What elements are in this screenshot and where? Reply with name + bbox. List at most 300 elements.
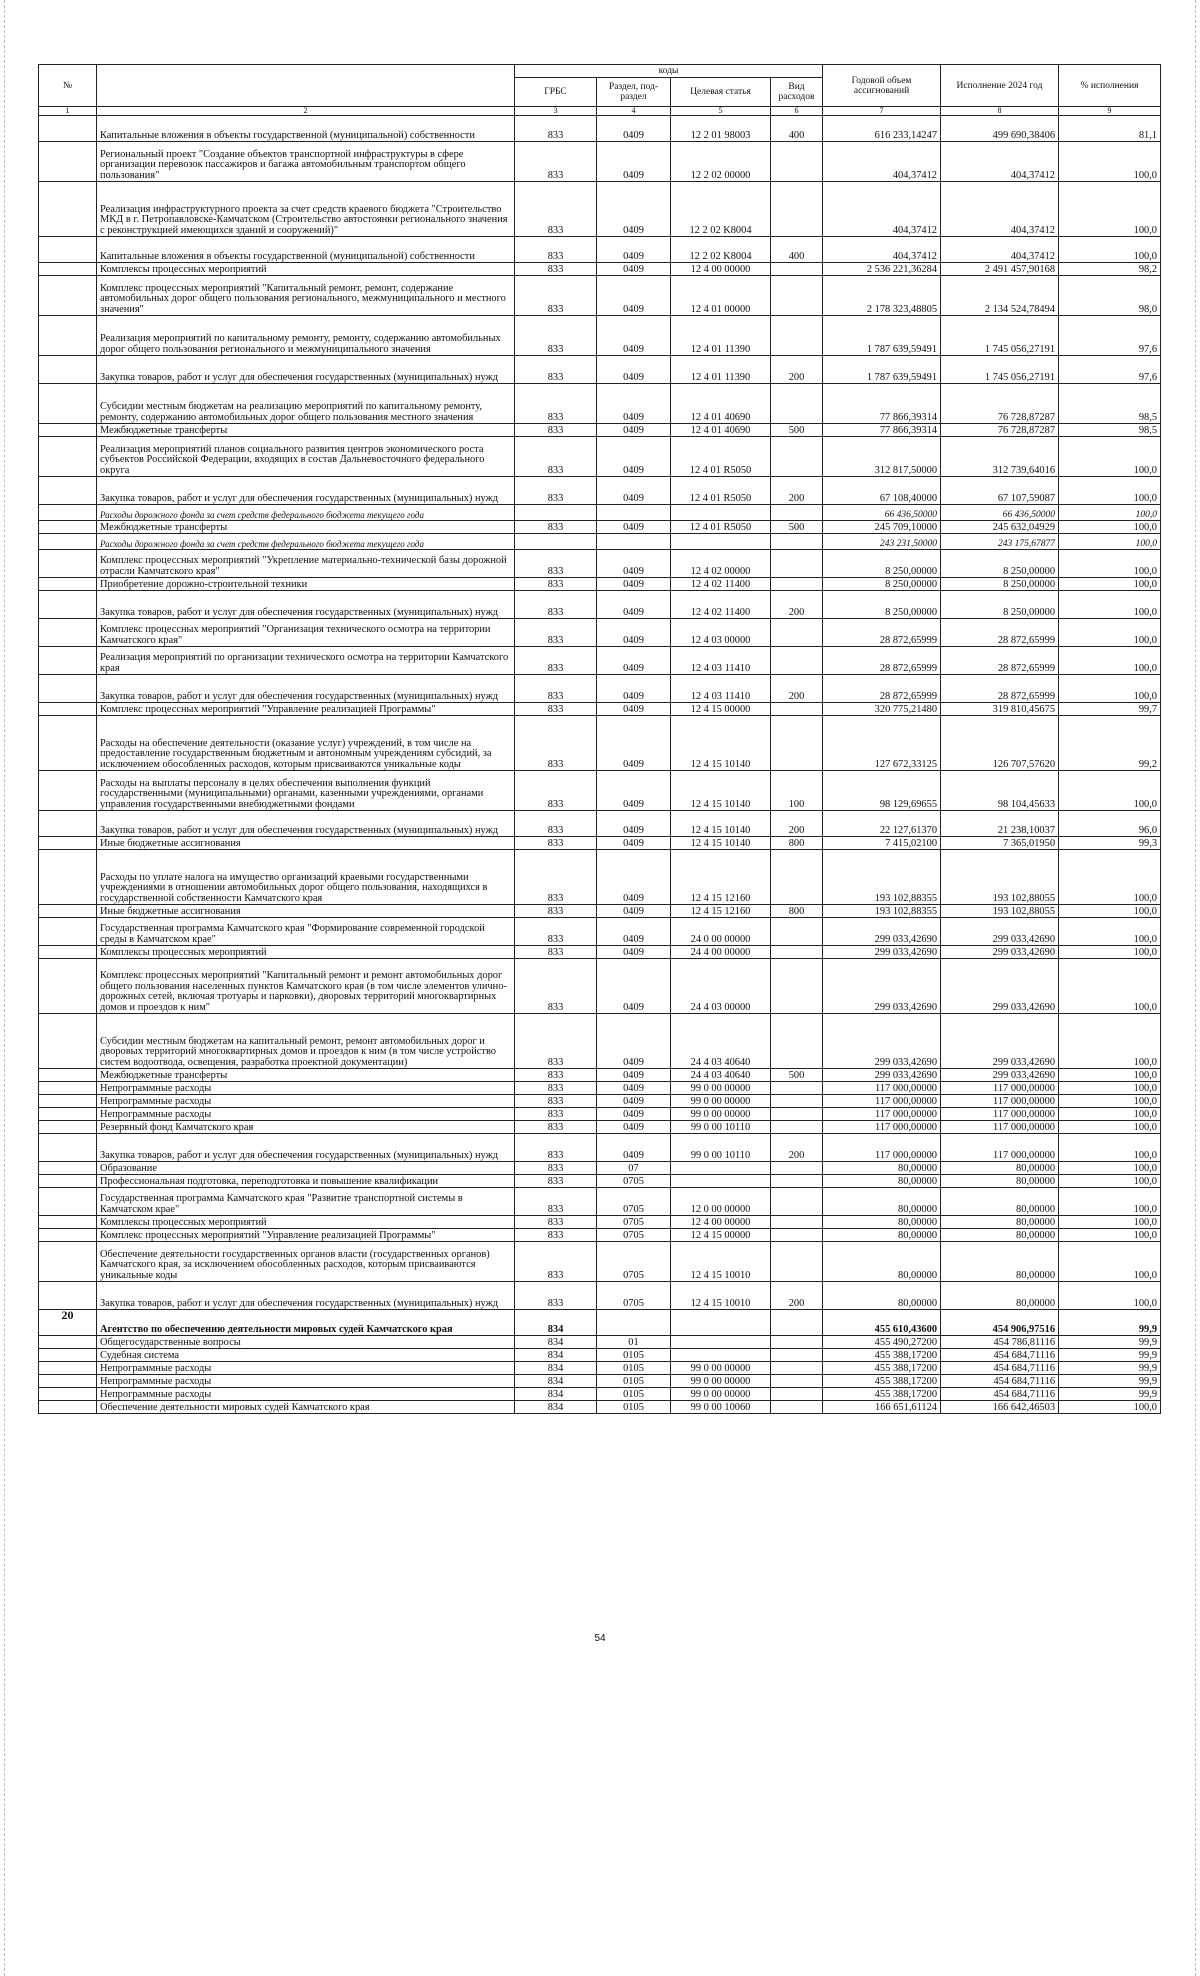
row-target-article: 12 4 01 R5050 bbox=[671, 437, 771, 477]
row-target-article: 12 4 03 00000 bbox=[671, 619, 771, 647]
row-target-article: 12 4 15 10010 bbox=[671, 1282, 771, 1310]
row-grbs: 833 bbox=[515, 837, 597, 850]
row-annual-plan: 455 388,17200 bbox=[823, 1362, 941, 1375]
row-execution: 117 000,00000 bbox=[941, 1121, 1059, 1134]
row-execution: 28 872,65999 bbox=[941, 647, 1059, 675]
table-row bbox=[39, 1336, 1161, 1349]
row-target-article: 12 4 02 11400 bbox=[671, 591, 771, 619]
header-grbs: ГРБС bbox=[515, 78, 597, 107]
row-annual-plan: 77 866,39314 bbox=[823, 384, 941, 424]
table-row bbox=[39, 316, 1161, 356]
row-execution: 193 102,88055 bbox=[941, 905, 1059, 918]
row-target-article: 12 4 01 00000 bbox=[671, 276, 771, 316]
row-annual-plan: 117 000,00000 bbox=[823, 1082, 941, 1095]
table-row bbox=[39, 1014, 1161, 1069]
row-razdel: 0409 bbox=[597, 521, 671, 534]
row-grbs: 833 bbox=[515, 946, 597, 959]
row-name: Обеспечение деятельности государственных органов власти (государственных органов) Камчатского края, за исключением обособленных расходов, которым присваиваются уникальные коды bbox=[97, 1242, 515, 1282]
row-name: Комплексы процессных мероприятий bbox=[97, 1216, 515, 1229]
row-grbs: 833 bbox=[515, 1188, 597, 1216]
row-razdel: 0409 bbox=[597, 703, 671, 716]
row-execution: 243 175,67877 bbox=[941, 534, 1059, 550]
row-name: Закупка товаров, работ и услуг для обеспечения государственных (муниципальных) нужд bbox=[97, 675, 515, 703]
table-row bbox=[39, 521, 1161, 534]
row-execution: 7 365,01950 bbox=[941, 837, 1059, 850]
row-target-article: 12 4 15 10140 bbox=[671, 837, 771, 850]
row-razdel: 0705 bbox=[597, 1216, 671, 1229]
row-target-article: 99 0 00 10110 bbox=[671, 1121, 771, 1134]
row-percent: 97,6 bbox=[1059, 316, 1161, 356]
row-target-article: 99 0 00 00000 bbox=[671, 1388, 771, 1401]
header-name bbox=[97, 65, 515, 107]
row-annual-plan: 117 000,00000 bbox=[823, 1134, 941, 1162]
row-razdel: 0409 bbox=[597, 437, 671, 477]
row-percent: 81,1 bbox=[1059, 116, 1161, 142]
row-name: Комплекс процессных мероприятий "Укрепление материально-технической базы дорожной отрасли Камчатского края" bbox=[97, 550, 515, 578]
row-name: Образование bbox=[97, 1162, 515, 1175]
row-expense-type bbox=[771, 142, 823, 182]
row-target-article: 12 4 01 R5050 bbox=[671, 521, 771, 534]
row-grbs: 833 bbox=[515, 142, 597, 182]
row-razdel: 0409 bbox=[597, 316, 671, 356]
row-razdel: 0409 bbox=[597, 182, 671, 237]
table-row bbox=[39, 703, 1161, 716]
row-annual-plan: 1 787 639,59491 bbox=[823, 316, 941, 356]
row-grbs: 834 bbox=[515, 1310, 597, 1336]
row-razdel: 0409 bbox=[597, 1108, 671, 1121]
row-razdel: 0105 bbox=[597, 1375, 671, 1388]
column-index-cell: 9 bbox=[1059, 107, 1161, 116]
row-razdel: 0409 bbox=[597, 263, 671, 276]
row-grbs: 833 bbox=[515, 424, 597, 437]
row-execution: 80,00000 bbox=[941, 1175, 1059, 1188]
row-razdel: 0409 bbox=[597, 811, 671, 837]
row-number bbox=[39, 1388, 97, 1401]
row-target-article: 12 4 02 11400 bbox=[671, 578, 771, 591]
row-execution: 404,37412 bbox=[941, 182, 1059, 237]
header-razdel: Раздел, под-раздел bbox=[597, 78, 671, 107]
row-number bbox=[39, 384, 97, 424]
row-name: Субсидии местным бюджетам на капитальный ремонт, ремонт автомобильных дорог и дворовых территорий многоквартирных домов и проездов к ним (в том числе устройство систем водоотвода, освещения, разработка проектной документации) bbox=[97, 1014, 515, 1069]
row-execution: 404,37412 bbox=[941, 142, 1059, 182]
column-index-cell: 6 bbox=[771, 107, 823, 116]
row-annual-plan: 2 178 323,48805 bbox=[823, 276, 941, 316]
table-row bbox=[39, 675, 1161, 703]
row-expense-type bbox=[771, 1362, 823, 1375]
row-number bbox=[39, 356, 97, 384]
row-grbs: 833 bbox=[515, 1108, 597, 1121]
row-target-article: 12 4 00 00000 bbox=[671, 263, 771, 276]
table-row bbox=[39, 384, 1161, 424]
row-target-article: 99 0 00 00000 bbox=[671, 1375, 771, 1388]
row-execution: 117 000,00000 bbox=[941, 1108, 1059, 1121]
row-annual-plan: 22 127,61370 bbox=[823, 811, 941, 837]
row-expense-type: 200 bbox=[771, 675, 823, 703]
row-target-article: 99 0 00 00000 bbox=[671, 1108, 771, 1121]
row-execution: 28 872,65999 bbox=[941, 619, 1059, 647]
row-grbs: 833 bbox=[515, 384, 597, 424]
row-grbs: 833 bbox=[515, 918, 597, 946]
row-number bbox=[39, 1121, 97, 1134]
row-target-article bbox=[671, 534, 771, 550]
row-target-article: 12 2 01 98003 bbox=[671, 116, 771, 142]
row-expense-type bbox=[771, 1375, 823, 1388]
row-expense-type bbox=[771, 1014, 823, 1069]
budget-table bbox=[38, 64, 1161, 1414]
table-row bbox=[39, 237, 1161, 263]
header-fact: Исполнение 2024 год bbox=[941, 65, 1059, 107]
row-target-article bbox=[671, 1349, 771, 1362]
row-expense-type bbox=[771, 534, 823, 550]
table-row bbox=[39, 1362, 1161, 1375]
row-name: Судебная система bbox=[97, 1349, 515, 1362]
row-annual-plan: 404,37412 bbox=[823, 237, 941, 263]
row-percent: 100,0 bbox=[1059, 521, 1161, 534]
row-number bbox=[39, 647, 97, 675]
row-annual-plan: 312 817,50000 bbox=[823, 437, 941, 477]
row-annual-plan: 80,00000 bbox=[823, 1175, 941, 1188]
row-expense-type bbox=[771, 1242, 823, 1282]
row-execution: 80,00000 bbox=[941, 1282, 1059, 1310]
row-expense-type bbox=[771, 1229, 823, 1242]
row-name: Комплекс процессных мероприятий "Управление реализацией Программы" bbox=[97, 1229, 515, 1242]
row-execution: 454 684,71116 bbox=[941, 1349, 1059, 1362]
row-annual-plan: 193 102,88355 bbox=[823, 850, 941, 905]
row-percent: 100,0 bbox=[1059, 182, 1161, 237]
row-execution: 299 033,42690 bbox=[941, 918, 1059, 946]
row-number bbox=[39, 591, 97, 619]
row-name: Государственная программа Камчатского края "Развитие транспортной системы в Камчатском крае" bbox=[97, 1188, 515, 1216]
row-name: Закупка товаров, работ и услуг для обеспечения государственных (муниципальных) нужд bbox=[97, 477, 515, 505]
row-number bbox=[39, 316, 97, 356]
table-row bbox=[39, 1229, 1161, 1242]
row-expense-type bbox=[771, 1082, 823, 1095]
row-name: Непрограммные расходы bbox=[97, 1095, 515, 1108]
row-execution: 8 250,00000 bbox=[941, 550, 1059, 578]
row-name: Закупка товаров, работ и услуг для обеспечения государственных (муниципальных) нужд bbox=[97, 811, 515, 837]
row-target-article: 24 4 03 40640 bbox=[671, 1014, 771, 1069]
table-row bbox=[39, 591, 1161, 619]
row-percent: 100,0 bbox=[1059, 1401, 1161, 1414]
row-annual-plan: 80,00000 bbox=[823, 1188, 941, 1216]
row-razdel: 0105 bbox=[597, 1401, 671, 1414]
row-annual-plan: 616 233,14247 bbox=[823, 116, 941, 142]
row-annual-plan: 1 787 639,59491 bbox=[823, 356, 941, 384]
row-target-article: 12 4 15 00000 bbox=[671, 1229, 771, 1242]
row-percent: 98,0 bbox=[1059, 276, 1161, 316]
row-execution: 98 104,45633 bbox=[941, 771, 1059, 811]
row-grbs: 833 bbox=[515, 1175, 597, 1188]
row-target-article: 24 0 00 00000 bbox=[671, 918, 771, 946]
row-percent: 100,0 bbox=[1059, 1108, 1161, 1121]
row-razdel: 0705 bbox=[597, 1229, 671, 1242]
row-grbs: 833 bbox=[515, 356, 597, 384]
row-target-article: 12 4 02 00000 bbox=[671, 550, 771, 578]
row-annual-plan: 8 250,00000 bbox=[823, 578, 941, 591]
table-row bbox=[39, 437, 1161, 477]
row-annual-plan: 80,00000 bbox=[823, 1216, 941, 1229]
row-annual-plan: 404,37412 bbox=[823, 142, 941, 182]
row-expense-type bbox=[771, 619, 823, 647]
row-execution: 499 690,38406 bbox=[941, 116, 1059, 142]
row-percent: 97,6 bbox=[1059, 356, 1161, 384]
row-execution: 454 786,81116 bbox=[941, 1336, 1059, 1349]
row-expense-type bbox=[771, 1401, 823, 1414]
row-annual-plan: 28 872,65999 bbox=[823, 675, 941, 703]
row-number bbox=[39, 1108, 97, 1121]
row-expense-type bbox=[771, 1388, 823, 1401]
row-name: Закупка товаров, работ и услуг для обеспечения государственных (муниципальных) нужд bbox=[97, 1134, 515, 1162]
row-percent: 99,9 bbox=[1059, 1349, 1161, 1362]
table-row bbox=[39, 142, 1161, 182]
row-expense-type: 100 bbox=[771, 771, 823, 811]
row-razdel: 0409 bbox=[597, 578, 671, 591]
row-percent: 99,9 bbox=[1059, 1336, 1161, 1349]
row-razdel: 0409 bbox=[597, 647, 671, 675]
row-expense-type: 200 bbox=[771, 356, 823, 384]
row-execution: 67 107,59087 bbox=[941, 477, 1059, 505]
row-expense-type bbox=[771, 263, 823, 276]
row-name: Непрограммные расходы bbox=[97, 1362, 515, 1375]
table-row bbox=[39, 424, 1161, 437]
row-razdel: 0409 bbox=[597, 550, 671, 578]
row-expense-type: 500 bbox=[771, 521, 823, 534]
row-name: Капитальные вложения в объекты государственной (муниципальной) собственности bbox=[97, 116, 515, 142]
row-grbs: 833 bbox=[515, 1082, 597, 1095]
row-number bbox=[39, 811, 97, 837]
row-target-article bbox=[671, 1162, 771, 1175]
header-plan: Годовой объем ассигнований bbox=[823, 65, 941, 107]
row-grbs: 833 bbox=[515, 675, 597, 703]
row-percent: 100,0 bbox=[1059, 619, 1161, 647]
row-annual-plan: 404,37412 bbox=[823, 182, 941, 237]
row-number bbox=[39, 437, 97, 477]
row-number bbox=[39, 1242, 97, 1282]
header-tsel: Целевая статья bbox=[671, 78, 771, 107]
column-index-cell: 7 bbox=[823, 107, 941, 116]
row-number bbox=[39, 959, 97, 1014]
row-annual-plan: 8 250,00000 bbox=[823, 591, 941, 619]
page-edge-right bbox=[1195, 0, 1196, 1976]
row-target-article: 12 4 15 12160 bbox=[671, 905, 771, 918]
row-razdel: 0105 bbox=[597, 1349, 671, 1362]
row-name: Непрограммные расходы bbox=[97, 1082, 515, 1095]
row-target-article: 12 2 02 00000 bbox=[671, 142, 771, 182]
row-razdel: 0409 bbox=[597, 959, 671, 1014]
row-grbs: 833 bbox=[515, 437, 597, 477]
row-name: Агентство по обеспечению деятельности мировых судей Камчатского края bbox=[97, 1310, 515, 1336]
row-number bbox=[39, 1188, 97, 1216]
row-grbs: 833 bbox=[515, 263, 597, 276]
row-name: Комплексы процессных мероприятий bbox=[97, 946, 515, 959]
row-percent: 100,0 bbox=[1059, 918, 1161, 946]
row-expense-type: 400 bbox=[771, 116, 823, 142]
table-row bbox=[39, 477, 1161, 505]
row-number bbox=[39, 1401, 97, 1414]
row-execution: 299 033,42690 bbox=[941, 1014, 1059, 1069]
row-execution: 312 739,64016 bbox=[941, 437, 1059, 477]
row-target-article: 12 4 15 10010 bbox=[671, 1242, 771, 1282]
row-percent: 99,2 bbox=[1059, 716, 1161, 771]
row-number bbox=[39, 1162, 97, 1175]
row-target-article: 12 4 03 11410 bbox=[671, 675, 771, 703]
row-razdel: 0409 bbox=[597, 1014, 671, 1069]
row-percent: 99,9 bbox=[1059, 1388, 1161, 1401]
row-razdel: 0409 bbox=[597, 675, 671, 703]
row-razdel: 0409 bbox=[597, 276, 671, 316]
row-target-article bbox=[671, 505, 771, 521]
table-row bbox=[39, 1388, 1161, 1401]
row-target-article: 12 4 15 10140 bbox=[671, 811, 771, 837]
header-num: № bbox=[39, 65, 97, 107]
row-razdel: 0409 bbox=[597, 716, 671, 771]
row-razdel: 0409 bbox=[597, 837, 671, 850]
column-index-cell: 1 bbox=[39, 107, 97, 116]
row-target-article: 24 4 03 00000 bbox=[671, 959, 771, 1014]
row-expense-type bbox=[771, 1310, 823, 1336]
row-expense-type bbox=[771, 437, 823, 477]
row-expense-type: 400 bbox=[771, 237, 823, 263]
row-annual-plan: 455 388,17200 bbox=[823, 1388, 941, 1401]
row-grbs: 833 bbox=[515, 591, 597, 619]
row-razdel: 0409 bbox=[597, 142, 671, 182]
row-razdel: 0409 bbox=[597, 619, 671, 647]
row-razdel: 0105 bbox=[597, 1388, 671, 1401]
row-expense-type bbox=[771, 850, 823, 905]
table-row bbox=[39, 1069, 1161, 1082]
row-target-article: 99 0 00 00000 bbox=[671, 1362, 771, 1375]
row-percent: 100,0 bbox=[1059, 437, 1161, 477]
row-number bbox=[39, 716, 97, 771]
row-name: Межбюджетные трансферты bbox=[97, 521, 515, 534]
row-percent: 100,0 bbox=[1059, 1175, 1161, 1188]
row-execution: 299 033,42690 bbox=[941, 959, 1059, 1014]
row-execution: 454 684,71116 bbox=[941, 1388, 1059, 1401]
row-target-article: 99 0 00 00000 bbox=[671, 1082, 771, 1095]
row-name: Расходы дорожного фонда за счет средств федерального бюджета текущего года bbox=[97, 505, 515, 521]
row-percent: 100,0 bbox=[1059, 1162, 1161, 1175]
table-row bbox=[39, 771, 1161, 811]
row-grbs: 833 bbox=[515, 1216, 597, 1229]
row-annual-plan: 299 033,42690 bbox=[823, 946, 941, 959]
row-name: Реализация инфраструктурного проекта за счет средств краевого бюджета "Строительство МКД в г. Петропавловске-Камчатском (Строительство автостоянки регионального значения с реконструкцией имеющихся зданий и сооружений)" bbox=[97, 182, 515, 237]
row-expense-type: 200 bbox=[771, 1134, 823, 1162]
row-target-article: 12 4 15 12160 bbox=[671, 850, 771, 905]
row-expense-type bbox=[771, 703, 823, 716]
row-target-article: 12 4 01 40690 bbox=[671, 424, 771, 437]
row-number bbox=[39, 675, 97, 703]
row-name: Закупка товаров, работ и услуг для обеспечения государственных (муниципальных) нужд bbox=[97, 591, 515, 619]
row-number bbox=[39, 850, 97, 905]
row-execution: 117 000,00000 bbox=[941, 1082, 1059, 1095]
table-row bbox=[39, 619, 1161, 647]
row-grbs: 833 bbox=[515, 703, 597, 716]
row-annual-plan: 80,00000 bbox=[823, 1282, 941, 1310]
row-execution: 117 000,00000 bbox=[941, 1134, 1059, 1162]
row-name: Реализация мероприятий планов социального развития центров экономического роста субъектов Российской Федерации, входящих в состав Дальневосточного федерального округа bbox=[97, 437, 515, 477]
row-percent: 98,2 bbox=[1059, 263, 1161, 276]
row-execution: 80,00000 bbox=[941, 1162, 1059, 1175]
row-grbs: 833 bbox=[515, 182, 597, 237]
row-execution: 126 707,57620 bbox=[941, 716, 1059, 771]
column-index-cell: 5 bbox=[671, 107, 771, 116]
row-number bbox=[39, 424, 97, 437]
row-expense-type bbox=[771, 647, 823, 675]
row-razdel: 0409 bbox=[597, 424, 671, 437]
row-target-article: 24 4 03 40640 bbox=[671, 1069, 771, 1082]
row-percent: 96,0 bbox=[1059, 811, 1161, 837]
row-razdel: 0409 bbox=[597, 1069, 671, 1082]
row-annual-plan: 77 866,39314 bbox=[823, 424, 941, 437]
table-row bbox=[39, 1082, 1161, 1095]
row-name: Комплекс процессных мероприятий "Капитальный ремонт, ремонт, содержание автомобильных дорог общего пользования регионального, межмуниципального и местного значения" bbox=[97, 276, 515, 316]
row-grbs: 833 bbox=[515, 1242, 597, 1282]
row-annual-plan: 2 536 221,36284 bbox=[823, 263, 941, 276]
table-row bbox=[39, 550, 1161, 578]
row-grbs: 833 bbox=[515, 1229, 597, 1242]
table-row bbox=[39, 918, 1161, 946]
row-percent: 100,0 bbox=[1059, 905, 1161, 918]
row-grbs: 833 bbox=[515, 1162, 597, 1175]
row-grbs: 833 bbox=[515, 850, 597, 905]
row-target-article: 12 0 00 00000 bbox=[671, 1188, 771, 1216]
row-annual-plan: 80,00000 bbox=[823, 1242, 941, 1282]
row-number bbox=[39, 1362, 97, 1375]
row-percent: 100,0 bbox=[1059, 1216, 1161, 1229]
table-row bbox=[39, 959, 1161, 1014]
table-row bbox=[39, 578, 1161, 591]
row-grbs: 833 bbox=[515, 477, 597, 505]
row-percent: 100,0 bbox=[1059, 1014, 1161, 1069]
row-razdel: 0409 bbox=[597, 946, 671, 959]
row-razdel: 0705 bbox=[597, 1175, 671, 1188]
row-number bbox=[39, 1014, 97, 1069]
row-execution: 319 810,45675 bbox=[941, 703, 1059, 716]
column-index-row bbox=[39, 107, 1161, 116]
row-execution: 8 250,00000 bbox=[941, 578, 1059, 591]
row-grbs: 833 bbox=[515, 1014, 597, 1069]
row-target-article: 12 4 01 R5050 bbox=[671, 477, 771, 505]
row-annual-plan: 127 672,33125 bbox=[823, 716, 941, 771]
row-percent: 98,5 bbox=[1059, 424, 1161, 437]
column-index-cell: 8 bbox=[941, 107, 1059, 116]
header-pct: % исполнения bbox=[1059, 65, 1161, 107]
row-number bbox=[39, 182, 97, 237]
row-target-article: 12 2 02 K8004 bbox=[671, 237, 771, 263]
row-target-article: 12 2 02 K8004 bbox=[671, 182, 771, 237]
row-expense-type bbox=[771, 946, 823, 959]
row-expense-type: 200 bbox=[771, 477, 823, 505]
row-name: Непрограммные расходы bbox=[97, 1388, 515, 1401]
row-execution: 1 745 056,27191 bbox=[941, 356, 1059, 384]
row-target-article bbox=[671, 1175, 771, 1188]
row-number bbox=[39, 550, 97, 578]
row-grbs: 833 bbox=[515, 716, 597, 771]
row-execution: 2 134 524,78494 bbox=[941, 276, 1059, 316]
row-number bbox=[39, 1375, 97, 1388]
row-percent: 100,0 bbox=[1059, 959, 1161, 1014]
table-row bbox=[39, 1310, 1161, 1336]
header-codes: коды bbox=[515, 65, 823, 78]
row-annual-plan: 299 033,42690 bbox=[823, 1014, 941, 1069]
column-index-cell: 3 bbox=[515, 107, 597, 116]
row-grbs bbox=[515, 505, 597, 521]
row-expense-type: 800 bbox=[771, 837, 823, 850]
row-execution: 8 250,00000 bbox=[941, 591, 1059, 619]
row-name: Межбюджетные трансферты bbox=[97, 424, 515, 437]
table-row bbox=[39, 505, 1161, 521]
row-target-article: 99 0 00 10060 bbox=[671, 1401, 771, 1414]
